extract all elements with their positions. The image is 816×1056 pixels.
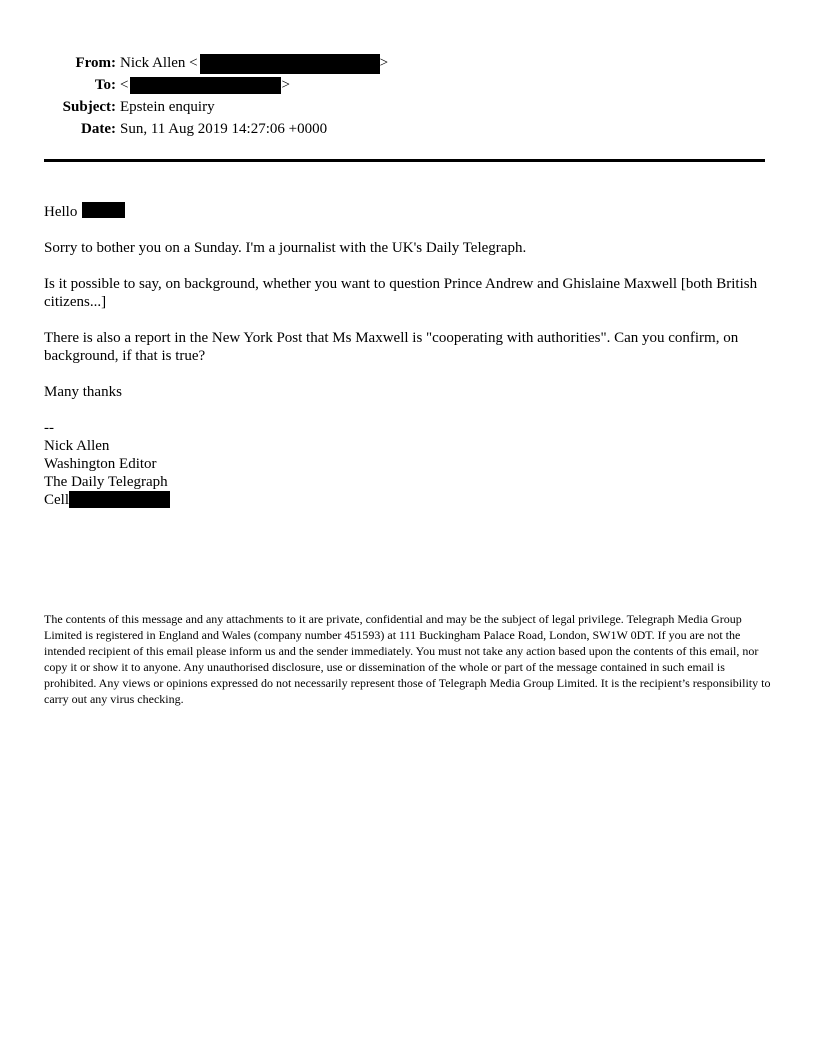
closing-line: Many thanks <box>44 384 122 400</box>
to-redaction-bar <box>130 77 281 94</box>
blank-space <box>44 509 772 611</box>
subject-value: Epstein enquiry <box>120 99 215 115</box>
date-label: Date: <box>81 121 116 137</box>
from-value <box>120 52 388 74</box>
header-row-date <box>44 118 388 140</box>
signature-block <box>44 419 772 509</box>
legal-disclaimer: The contents of this message and any attachments to it are private, confidential and may be the subject of legal privilege. Telegraph Media Group Limited is registered in England and Wales (company number 451593) at 111 Buckingham Palace Road, London, SW1W 0DT. If you are not the intended recipient of this email please inform us and the sender immediately. You must not take any action based upon the contents of this email, nor copy it or show it to anyone. Any unauthorised disclosure, use or dissemination of the whole or part of the message contained in such email is prohibited. Any views or opinions expressed do not necessarily represent those of Telegraph Media Group Limited. It is the recipient’s responsibility to carry out any virus checking. <box>44 612 771 706</box>
cell-label: Cell <box>44 492 69 508</box>
date-value: Sun, 11 Aug 2019 14:27:06 +0000 <box>120 121 328 137</box>
to-label: To: <box>94 77 116 93</box>
from-redaction-bar <box>200 54 380 74</box>
to-value-suffix: > <box>281 77 290 93</box>
signature-separator: -- <box>44 420 54 436</box>
header-row-subject <box>44 96 388 118</box>
signature-cell-line <box>44 491 772 509</box>
header-row-to <box>44 74 388 96</box>
subject-label: Subject: <box>62 99 116 115</box>
greeting-redaction-bar <box>82 202 125 218</box>
cell-redaction-bar <box>69 491 170 508</box>
email-header <box>44 52 388 140</box>
from-value-suffix: > <box>379 55 389 71</box>
signature-name: Nick Allen <box>44 438 110 454</box>
greeting-text: Hello <box>44 204 78 220</box>
header-row-from <box>44 52 388 74</box>
signature-title: Washington Editor <box>44 456 157 472</box>
body-paragraph-2: Is it possible to say, on background, whether you want to question Prince Andrew and Ghislaine Maxwell [both British citizens...] <box>44 276 758 310</box>
header-divider-rule <box>44 159 765 162</box>
to-value <box>120 74 388 96</box>
email-body <box>44 202 772 707</box>
to-value-text: < <box>120 77 129 93</box>
signature-company: The Daily Telegraph <box>44 474 168 490</box>
from-label: From: <box>75 55 116 71</box>
from-value-text: Nick Allen < <box>120 55 198 71</box>
greeting-line <box>44 202 772 221</box>
body-paragraph-3: There is also a report in the New York Post that Ms Maxwell is "cooperating with authorities". Can you confirm, on background, if that is true? <box>44 330 739 364</box>
body-paragraph-1: Sorry to bother you on a Sunday. I'm a journalist with the UK's Daily Telegraph. <box>44 240 527 256</box>
